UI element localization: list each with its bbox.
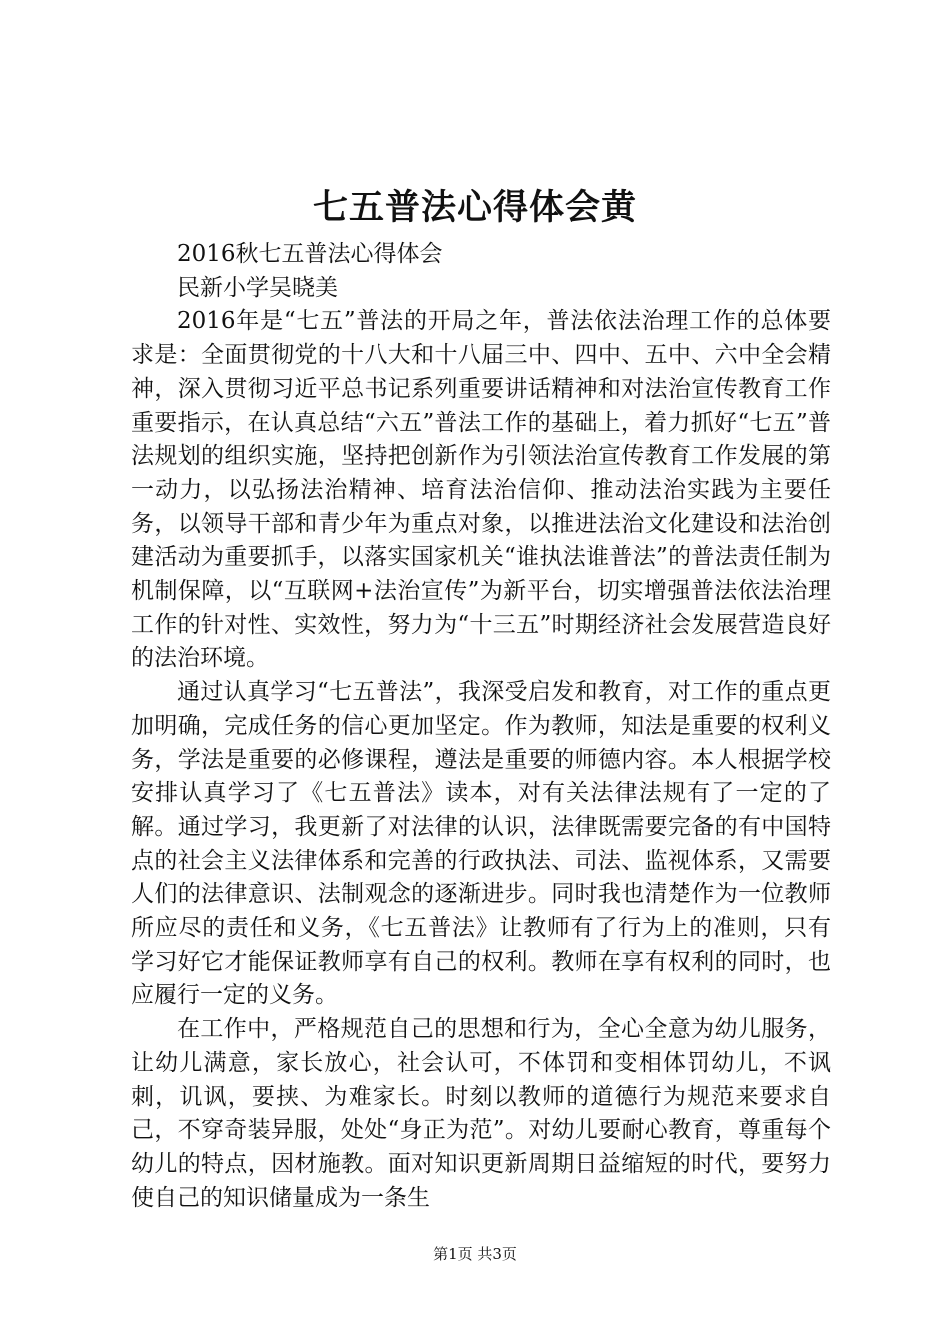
- document-body: [131, 238, 831, 1215]
- subtitle-line: 2016秋七五普法心得体会: [177, 241, 443, 267]
- page-footer: 第1页 共3页: [433, 1245, 517, 1263]
- paragraph-3: 在工作中，严格规范自己的思想和行为，全心全意为幼儿服务，让幼儿满意，家长放心，社会认可，不体罚和变相体罚幼儿，不讽刺，讥讽，要挟、为难家长。时刻以教师的道德行为规范来要求自己，不穿奇装异服，处处“身正为范”。对幼儿要耐心教育，尊重每个幼儿的特点，因材施教。面对知识更新周期日益缩短的时代，要努力使自己的知识储量成为一条生: [131, 1016, 831, 1211]
- paragraph-2: 通过认真学习“七五普法”，我深受启发和教育，对工作的重点更加明确，完成任务的信心更加坚定。作为教师，知法是重要的权利义务，学法是重要的必修课程，遵法是重要的师德内容。本人根据学校安排认真学习了《七五普法》读本，对有关法律法规有了一定的了解。通过学习，我更新了对法律的认识，法律既需要完备的有中国特点的社会主义法律体系和完善的行政执法、司法、监视体系，又需要人们的法律意识、法制观念的逐渐进步。同时我也清楚作为一位教师所应尽的责任和义务，《七五普法》让教师有了行为上的准则，只有学习好它才能保证教师享有自己的权利。教师在享有权利的同时，也应履行一定的义务。: [131, 679, 831, 1009]
- author-line: 民新小学吴晓美: [177, 274, 338, 301]
- document-title: 七五普法心得体会黄: [312, 187, 637, 228]
- paragraph-1: 2016年是“七五”普法的开局之年，普法依法治理工作的总体要求是：全面贯彻党的十八大和十八届三中、四中、五中、六中全会精神，深入贯彻习近平总书记系列重要讲话精神和对法治宣传教育工作重要指示，在认真总结“六五”普法工作的基础上，着力抓好“七五”普法规划的组织实施，坚持把创新作为引领法治宣传教育工作发展的第一动力，以弘扬法治精神、培育法治信仰、推动法治实践为主要任务，以领导干部和青少年为重点对象，以推进法治文化建设和法治创建活动为重要抓手，以落实国家机关“谁执法谁普法”的普法责任制为机制保障，以“互联网+法治宣传”为新平台，切实增强普法依法治理工作的针对性、实效性，努力为“十三五”时期经济社会发展营造良好的法治环境。: [131, 308, 831, 672]
